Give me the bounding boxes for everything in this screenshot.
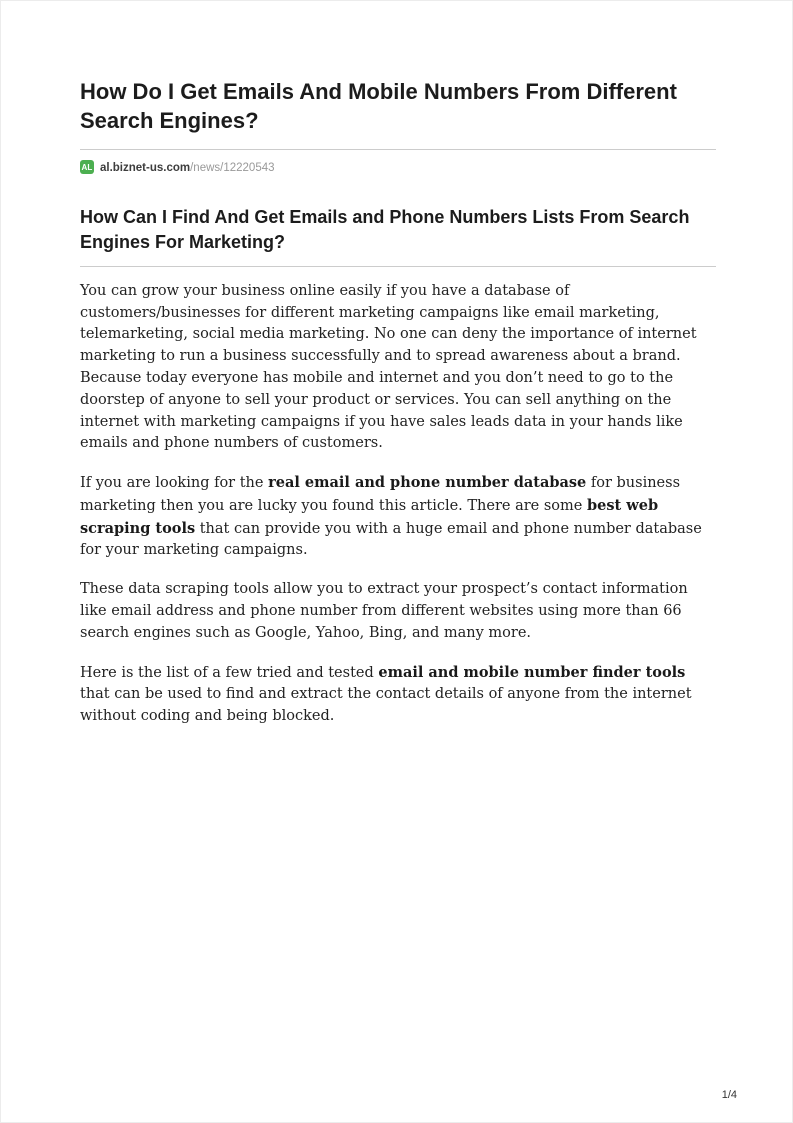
text-segment: Here is the list of a few tried and tested xyxy=(80,664,379,681)
source-url xyxy=(80,159,716,175)
article-body xyxy=(80,281,716,728)
paragraph-3: These data scraping tools allow you to extract your prospect’s contact information like email address and phone number from different websites using more than 66 search engines such as Google, Yahoo, Bing, and many more. xyxy=(80,581,688,641)
text-segment: that can be used to find and extract the contact details of anyone from the internet without coding and being blocked. xyxy=(80,686,692,725)
text-segment: that can provide you with a huge email and phone number database for your marketing campaigns. xyxy=(80,520,702,559)
article-title: How Do I Get Emails And Mobile Numbers From Different Search Engines? xyxy=(80,79,677,134)
source-link xyxy=(100,158,275,176)
bold-phrase: real email and phone number database xyxy=(268,474,587,492)
source-domain: al.biznet-us.com xyxy=(100,162,191,175)
title-divider xyxy=(80,149,716,150)
bold-phrase: email and mobile number finder tools xyxy=(378,663,686,681)
paragraph-4 xyxy=(80,662,716,728)
page-number: 1/4 xyxy=(721,1089,737,1101)
site-favicon-icon: AL xyxy=(80,160,94,174)
paragraph-1: You can grow your business online easily if you have a database of customers/businesses for different marketing campaigns like email marketing, telemarketing, social media marketing. No one can deny the importance of internet marketing to run a business successfully and to spread awareness about a brand. Because today everyone has mobile and internet and you don’t need to go to the doorstep of anyone to sell your product or services. You can sell anything on the internet with marketing campaigns if you have sales leads data in your hands like emails and phone numbers of customers. xyxy=(80,282,697,452)
text-segment: If you are looking for the xyxy=(80,475,269,492)
heading-divider xyxy=(80,266,716,267)
paragraph-2 xyxy=(80,472,716,562)
source-path: /news/12220543 xyxy=(190,162,275,175)
section-heading: How Can I Find And Get Emails and Phone Numbers Lists From Search Engines For Marketing? xyxy=(80,207,690,252)
article-content xyxy=(80,77,716,745)
bold-phrase: best web scraping tools xyxy=(80,496,659,537)
text-segment: for business marketing then you are lucky you found this article. There are some xyxy=(80,475,681,514)
